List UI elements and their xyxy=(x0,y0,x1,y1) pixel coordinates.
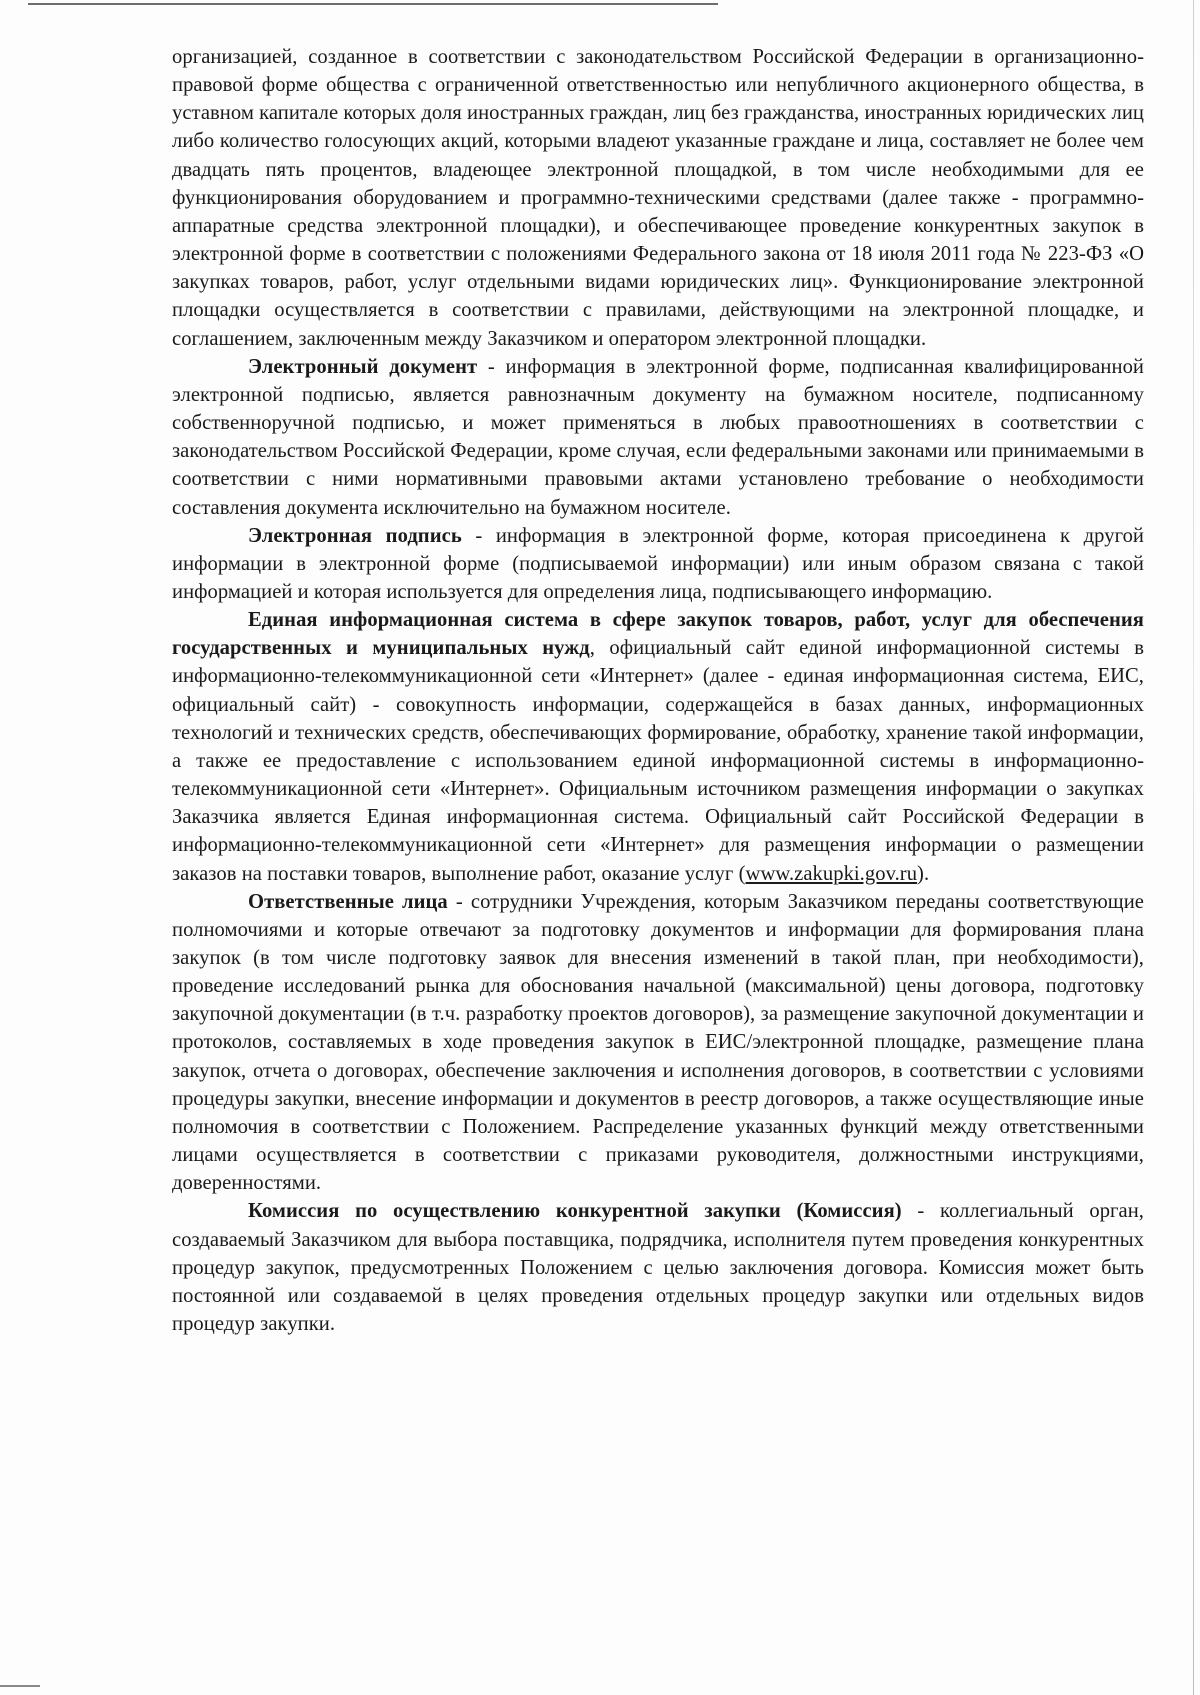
term-responsible-persons: Ответственные лица xyxy=(248,890,448,913)
paragraph-text: - информация в электронной форме, подписанная квалифицированной электронной подписью, является равнозначным документу на бумажном носителе, подписанному собственноручной подписью, и может применяться в любых правоотношениях в соответствии с законодательством Российской Федерации, кроме случая, если федеральными законами или принимаемыми в соответствии с ними нормативными правовыми актами установлено требование о необходимости составления документа исключительно на бумажном носителе. xyxy=(172,355,1144,519)
paragraph-unified-information-system xyxy=(172,606,1144,888)
document-body xyxy=(172,43,1144,1338)
paragraph-text: организацией, созданное в соответствии с законодательством Российской Федерации в организационно-правовой форме общества с ограниченной ответственностью или непубличного акционерного общества, в уставном капитале которых доля иностранных граждан, лиц без гражданства, иностранных юридических лиц либо количество голосующих акций, которыми владеют указанные граждане и лица, составляет не более чем двадцать пять процентов, владеющее электронной площадкой, в том числе необходимыми для ее функционирования оборудованием и программно-техническими средствами (далее также - программно-аппаратные средства электронной площадки), и обеспечивающее проведение конкурентных закупок в электронной форме в соответствии с положениями Федерального закона от 18 июля 2011 года № 223-ФЗ «О закупках товаров, работ, услуг отдельными видами юридических лиц». Функционирование электронной площадки осуществляется в соответствии с правилами, действующими на электронной площадке, и соглашением, заключенным между Заказчиком и оператором электронной площадки. xyxy=(172,46,1144,350)
term-electronic-signature: Электронная подпись xyxy=(248,524,462,547)
paragraph-text: - информация в электронной форме, которая присоединена к другой информации в электронной форме (подписываемой информации) или иным образом связана с такой информацией и которая используется для определения лица, подписывающего информацию. xyxy=(172,524,1145,603)
top-edge-line xyxy=(28,3,718,5)
paragraph-responsible-persons xyxy=(172,888,1144,1198)
paragraph-electronic-signature xyxy=(172,522,1144,606)
term-unified-information-system: Единая информационная система в сфере закупок товаров, работ, услуг для обеспечения государственных и муниципальных нужд xyxy=(172,609,1144,660)
zakupki-link[interactable]: www.zakupki.gov.ru xyxy=(745,862,918,885)
bottom-edge-mark xyxy=(0,1685,40,1687)
paragraph-text: , официальный сайт единой информационной системы в информационно-телекоммуникационной сети «Интернет» (далее - единая информационная система, ЕИС, официальный сайт) - совокупность информации, содержащейся в базах данных, информационных технологий и технических средств, обеспечивающих формирование, обработку, хранение такой информации, а также ее предоставление с использованием единой информационной системы в информационно-телекоммуникационной сети «Интернет». Официальным источником размещения информации о закупках Заказчика является Единая информационная система. Официальный сайт Российской Федерации в информационно-телекоммуникационной сети «Интернет» для размещения информации о размещении заказов на поставки товаров, выполнение работ, оказание услуг ( xyxy=(172,637,1144,885)
paragraph-continuation xyxy=(172,43,1144,353)
term-electronic-document: Электронный документ xyxy=(248,355,478,378)
paragraph-tail: ). xyxy=(917,862,930,885)
page-right-edge xyxy=(1193,0,1194,1695)
paragraph-commission xyxy=(172,1197,1144,1338)
paragraph-text: - коллегиальный орган, создаваемый Заказчиком для выбора поставщика, подрядчика, исполнителя путем проведения конкурентных процедур закупок, предусмотренных Положением с целью заключения договора. Комиссия может быть постоянной или создаваемой в целях проведения отдельных процедур закупки или отдельных видов процедур закупки. xyxy=(172,1200,1144,1336)
paragraph-text: - сотрудники Учреждения, которым Заказчиком переданы соответствующие полномочиями и которые отвечают за подготовку документов и информации для формирования плана закупок (в том числе подготовку заявок для внесения изменений в такой план, при необходимости), проведение исследований рынка для обоснования начальной (максимальной) цены договора, подготовку закупочной документации (в т.ч. разработку проектов договоров), за размещение закупочной документации и протоколов, составляемых в ходе проведения закупок в ЕИС/электронной площадке, размещение плана закупок, отчета о договорах, обеспечение заключения и исполнения договоров, в соответствии с условиями процедуры закупки, внесение информации и документов в реестр договоров, а также осуществляющие иные полномочия в соответствии с Положением. Распределение указанных функций между ответственными лицами осуществляется в соответствии с приказами руководителя, должностными инструкциями, доверенностями. xyxy=(172,890,1144,1195)
term-commission: Комиссия по осуществлению конкурентной закупки (Комиссия) xyxy=(248,1200,902,1223)
paragraph-electronic-document xyxy=(172,353,1144,522)
